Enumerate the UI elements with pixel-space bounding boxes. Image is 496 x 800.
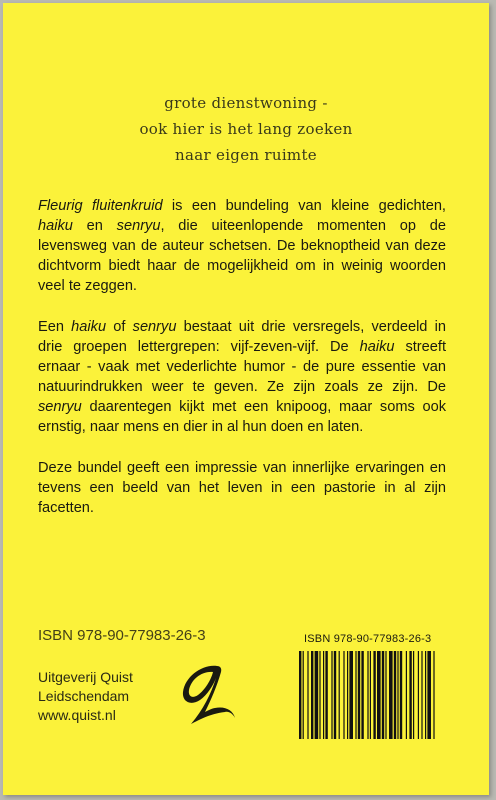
barcode-bar (397, 651, 398, 739)
blurb-text (38, 196, 446, 539)
barcode-bar (358, 651, 360, 739)
senryu-term: senryu (132, 319, 177, 335)
blurb-paragraph-1 (38, 196, 446, 296)
barcode-isbn: ISBN 978-90-77983-26-3 (304, 633, 432, 645)
barcode-bar (413, 651, 414, 739)
haiku-line-1: grote dienstwoning - (164, 94, 328, 112)
barcode-bar (307, 651, 308, 739)
barcode-icon (299, 651, 485, 739)
blurb-paragraph-3: Deze bundel geeft een impressie van innerlijke ervaringen en tevens een beeld van het leven in een pastorie in al zijn facetten. (38, 460, 446, 516)
blurb-text-span: of (106, 319, 133, 335)
barcode-bar (389, 651, 393, 739)
barcode-bar (315, 651, 319, 739)
barcode-bar (373, 651, 375, 739)
quist-logo-icon (173, 658, 243, 738)
publisher-city: Leidschendam (38, 688, 130, 704)
barcode-bar (409, 651, 411, 739)
barcode-bar (303, 651, 304, 739)
barcode-bar (339, 651, 340, 739)
haiku-line-3: naar eigen ruimte (175, 146, 317, 164)
barcode-bar (355, 651, 356, 739)
barcode-bar (347, 651, 348, 739)
haiku-line-2: ook hier is het lang zoeken (139, 120, 353, 138)
blurb-text-span: , die uiteenlopende momenten op de levensweg van de auteur schetsen. De beknoptheid van deze dichtvorm biedt haar de mogelijkheid om in weinig woorden veel te zeggen. (38, 218, 446, 294)
barcode-bar (385, 651, 386, 739)
blurb-text-span: bestaat uit drie versregels, verdeeld in drie groepen lettergrepen: vijf-zeven-vijf. De (38, 319, 446, 355)
haiku-term: haiku (71, 319, 107, 335)
barcode-bar (433, 651, 434, 739)
senryu-term: senryu (38, 399, 82, 415)
haiku-term: haiku (38, 218, 73, 234)
barcode-bar (319, 651, 320, 739)
barcode-area (291, 631, 486, 741)
barcode-bar (343, 651, 344, 739)
barcode-bar (334, 651, 336, 739)
barcode-bar (361, 651, 363, 739)
barcode-bar (406, 651, 407, 739)
blurb-text-span: Een (38, 319, 72, 335)
barcode-bar (311, 651, 313, 739)
haiku-term: haiku (359, 339, 395, 355)
barcode-bar (394, 651, 396, 739)
barcode-bar (349, 651, 353, 739)
barcode-bar (382, 651, 384, 739)
barcode-bar (421, 651, 422, 739)
blurb-text-span: daarentegen kijkt met een knipoog, maar soms ook ernstig, naar mens en dier in al hun doen en laten. (38, 399, 446, 435)
barcode-bar (425, 651, 426, 739)
publisher-name: Uitgeverij Quist (38, 669, 133, 685)
publisher-website: www.quist.nl (38, 707, 116, 723)
publisher-info (38, 668, 133, 725)
barcode-bar (325, 651, 327, 739)
blurb-text-span: streeft ernaar - vaak met vederlichte humor - de pure essentie van natuurindrukken weer te geven. Ze zijn zoals ze zijn. De (38, 339, 446, 395)
blurb-text-span: is een bundeling van kleine gedichten, (162, 198, 446, 214)
blurb-paragraph-2 (38, 317, 446, 437)
barcode-bar (331, 651, 332, 739)
barcode-bar (400, 651, 402, 739)
book-title: Fleurig fluitenkruid (38, 198, 163, 214)
barcode-bar (323, 651, 324, 739)
barcode-bar (299, 651, 301, 739)
barcode-bar (427, 651, 431, 739)
barcode-bar (370, 651, 371, 739)
blurb-text-span: en (72, 218, 117, 234)
barcode-bar (367, 651, 368, 739)
barcode-bar (418, 651, 419, 739)
back-cover (3, 3, 489, 795)
haiku-poem (3, 90, 489, 168)
isbn-label: ISBN 978-90-77983-26-3 (38, 627, 206, 644)
barcode-bar (377, 651, 381, 739)
senryu-term: senryu (116, 218, 161, 234)
